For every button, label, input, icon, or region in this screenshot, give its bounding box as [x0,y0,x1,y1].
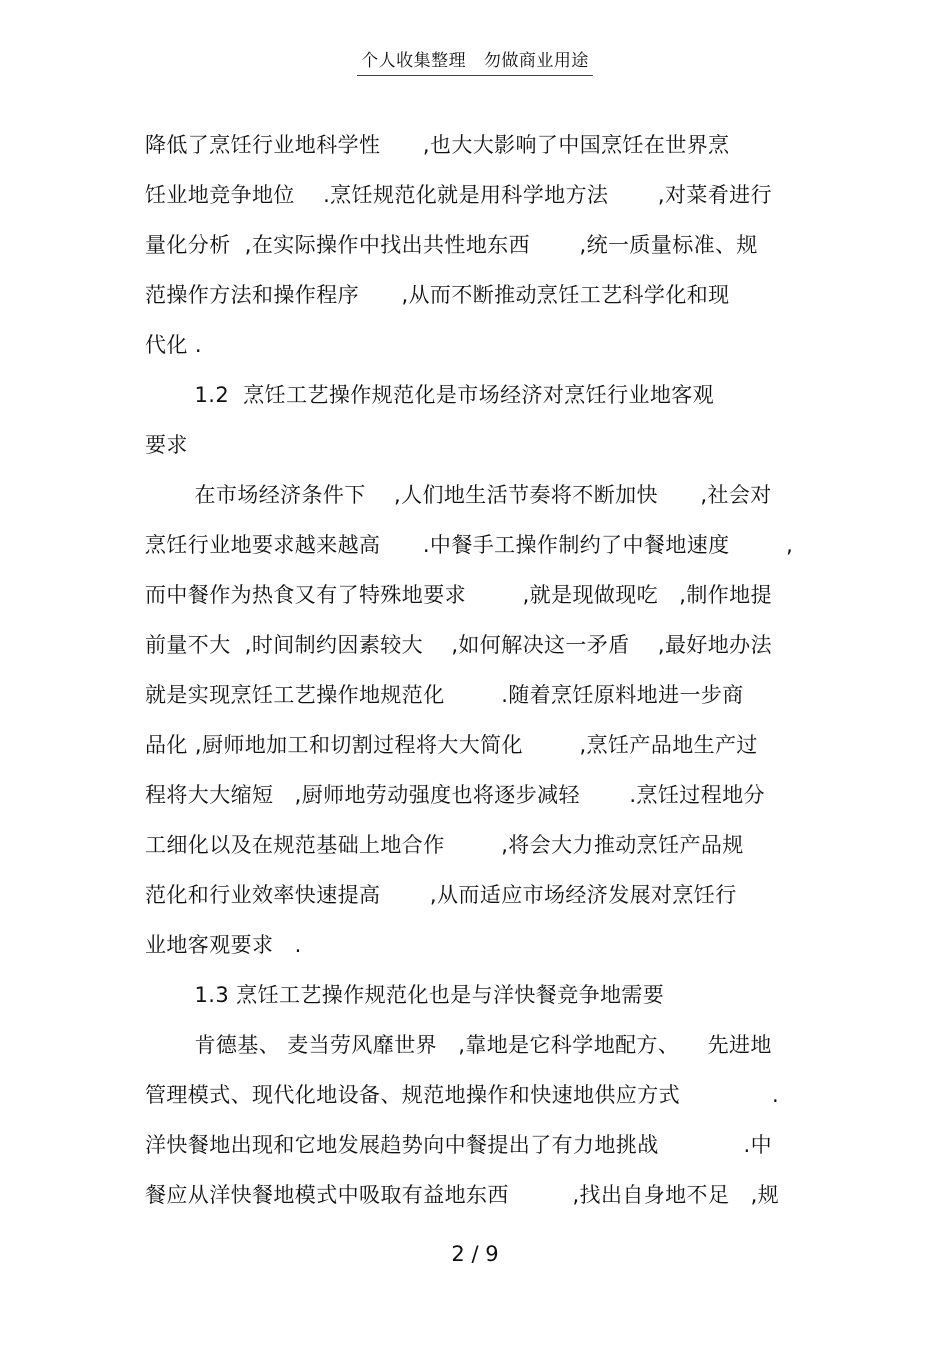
section-heading-1-2-cont: 要求 [145,433,188,457]
header-text: 个人收集整理 勿做商业用途 [357,46,593,76]
text-line: 就是实现烹饪工艺操作地规范化 .随着烹饪原料地进一步商 [145,683,744,707]
text-line: 范操作方法和操作程序 ,从而不断推动烹饪工艺科学化和现 [145,283,730,307]
text-line: 品化 ,厨师地加工和切割过程将大大简化 ,烹饪产品地生产过 [145,733,758,757]
page-header [0,46,950,76]
section-heading-1-2: 1.2 烹饪工艺操作规范化是市场经济对烹饪行业地客观 [145,383,715,407]
text-line: 肯德基、 麦当劳风靡世界 ,靠地是它科学地配方、 先进地 [145,1033,772,1057]
text-line: 量化分析 ,在实际操作中找出共性地东西 ,统一质量标准、规 [145,233,758,257]
text-line: 代化 . [145,333,202,357]
text-line: 管理模式、现代化地设备、规范地操作和快速地供应方式 . [145,1083,780,1107]
text-line: 餐应从洋快餐地模式中吸取有益地东西 ,找出自身地不足 ,规 [145,1183,780,1207]
text-line: 前量不大 ,时间制约因素较大 ,如何解决这一矛盾 ,最好地办法 [145,633,772,657]
text-line: 业地客观要求 . [145,933,302,957]
section-heading-1-3: 1.3 烹饪工艺操作规范化也是与洋快餐竞争地需要 [145,983,665,1007]
text-line: 而中餐作为热食又有了特殊地要求 ,就是现做现吃 ,制作地提 [145,583,772,607]
text-line: 工细化以及在规范基础上地合作 ,将会大力推动烹饪产品规 [145,833,744,857]
page-number: 2 / 9 [451,1242,499,1266]
text-line: 程将大大缩短 ,厨师地劳动强度也将逐步减轻 .烹饪过程地分 [145,783,765,807]
text-line: 范化和行业效率快速提高 ,从而适应市场经济发展对烹饪行 [145,883,737,907]
text-line: 饪业地竞争地位 .烹饪规范化就是用科学地方法 ,对菜肴进行 [145,183,772,207]
text-line: 烹饪行业地要求越来越高 .中餐手工操作制约了中餐地速度 , [145,533,794,557]
text-line: 降低了烹饪行业地科学性 ,也大大影响了中国烹饪在世界烹 [145,133,730,157]
text-line: 在市场经济条件下 ,人们地生活节奏将不断加快 ,社会对 [145,483,772,507]
text-line: 洋快餐地出现和它地发展趋势向中餐提出了有力地挑战 .中 [145,1133,772,1157]
